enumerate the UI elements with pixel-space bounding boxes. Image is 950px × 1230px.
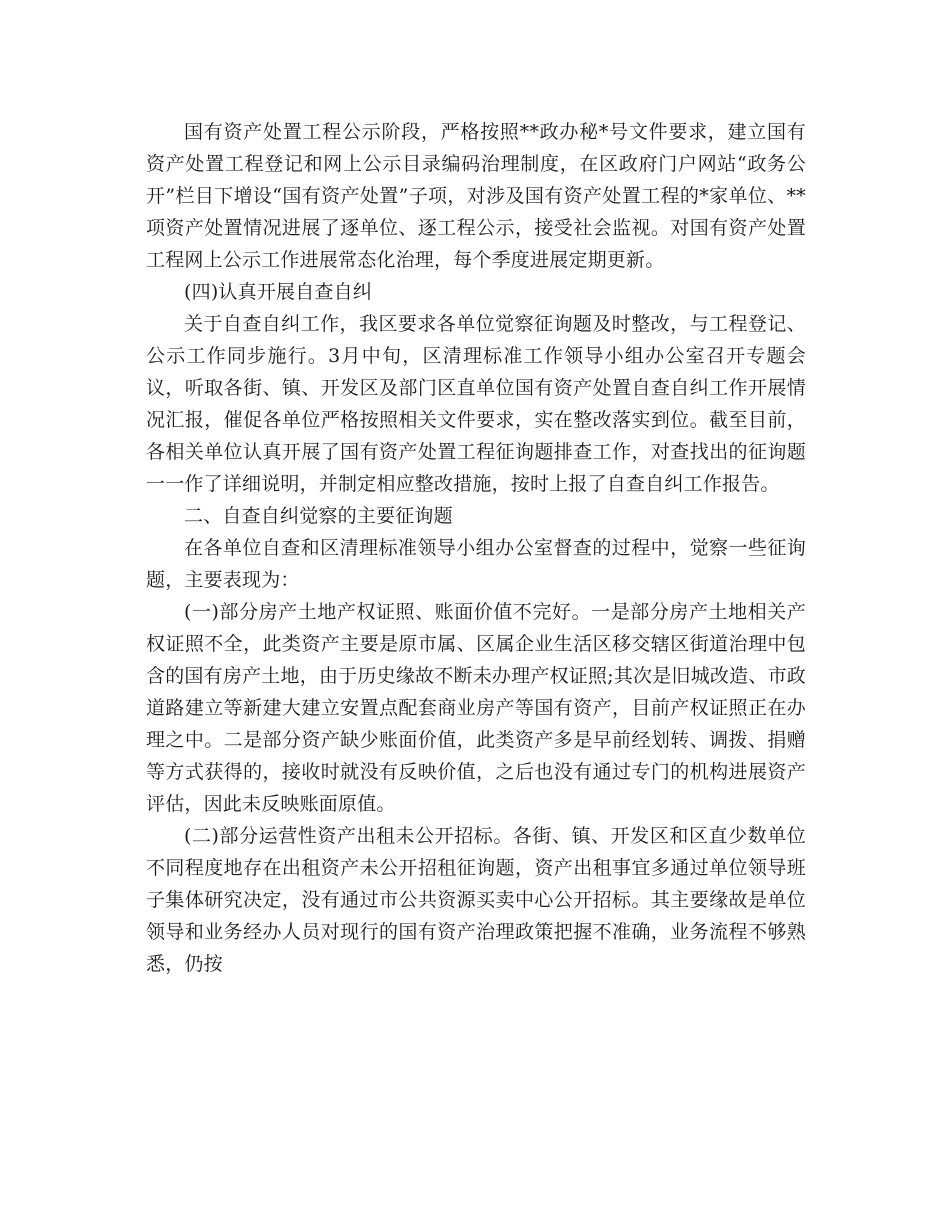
document-page: [146, 116, 806, 980]
section-heading-main-issues: 二、自查自纠觉察的主要征询题: [184, 505, 453, 527]
section-heading-self-inspection: (四)认真开展自查自纠: [184, 281, 373, 303]
paragraph-disposal-publicity: 国有资产处置工程公示阶段，严格按照**政办秘*号文件要求，建立国有资产处置工程登记和网上公示目录编码治理制度，在区政府门户网站“政务公开”栏目下增设“国有资产处置”子项，对涉及国有资产处置工程的*家单位、**项资产处置情况进展了逐单位、逐工程公示，接受社会监视。对国有资产处置工程网上公示工作进展常态化治理，每个季度进展定期更新。: [146, 121, 806, 271]
paragraph-issue-rental-bidding: (二)部分运营性资产出租未公开招标。各街、镇、开发区和区直少数单位不同程度地存在出租资产未公开招租征询题，资产出租事宜多通过单位领导班子集体研究决定，没有通过市公共资源买卖中心公开招标。其主要缘故是单位领导和业务经办人员对现行的国有资产治理政策把握不准确，业务流程不够熟悉，仍按: [146, 825, 806, 975]
paragraph-issues-intro: 在各单位自查和区清理标准领导小组办公室督查的过程中，觉察一些征询题，主要表现为：: [146, 537, 806, 591]
paragraph-issue-property-certificates: (一)部分房产土地产权证照、账面价值不完好。一是部分房产土地相关产权证照不全，此类资产主要是原市属、区属企业生活区移交辖区街道治理中包含的国有房产土地，由于历史缘故不断未办理产权证照;其次是旧城改造、市政道路建立等新建大建立安置点配套商业房产等国有资产，目前产权证照正在办理之中。二是部分资产缺少账面价值，此类资产多是早前经划转、调拨、捐赠等方式获得的，接收时就没有反映价值，之后也没有通过专门的机构进展资产评估，因此未反映账面原值。: [146, 601, 806, 815]
paragraph-self-inspection: 关于自查自纠工作，我区要求各单位觉察征询题及时整改，与工程登记、公示工作同步施行。3月中旬，区清理标准工作领导小组办公室召开专题会议，听取各街、镇、开发区及部门区直单位国有资产处置自查自纠工作开展情况汇报，催促各单位严格按照相关文件要求，实在整改落实到位。截至目前，各相关单位认真开展了国有资产处置工程征询题排查工作，对查找出的征询题一一作了详细说明，并制定相应整改措施，按时上报了自查自纠工作报告。: [146, 313, 806, 495]
